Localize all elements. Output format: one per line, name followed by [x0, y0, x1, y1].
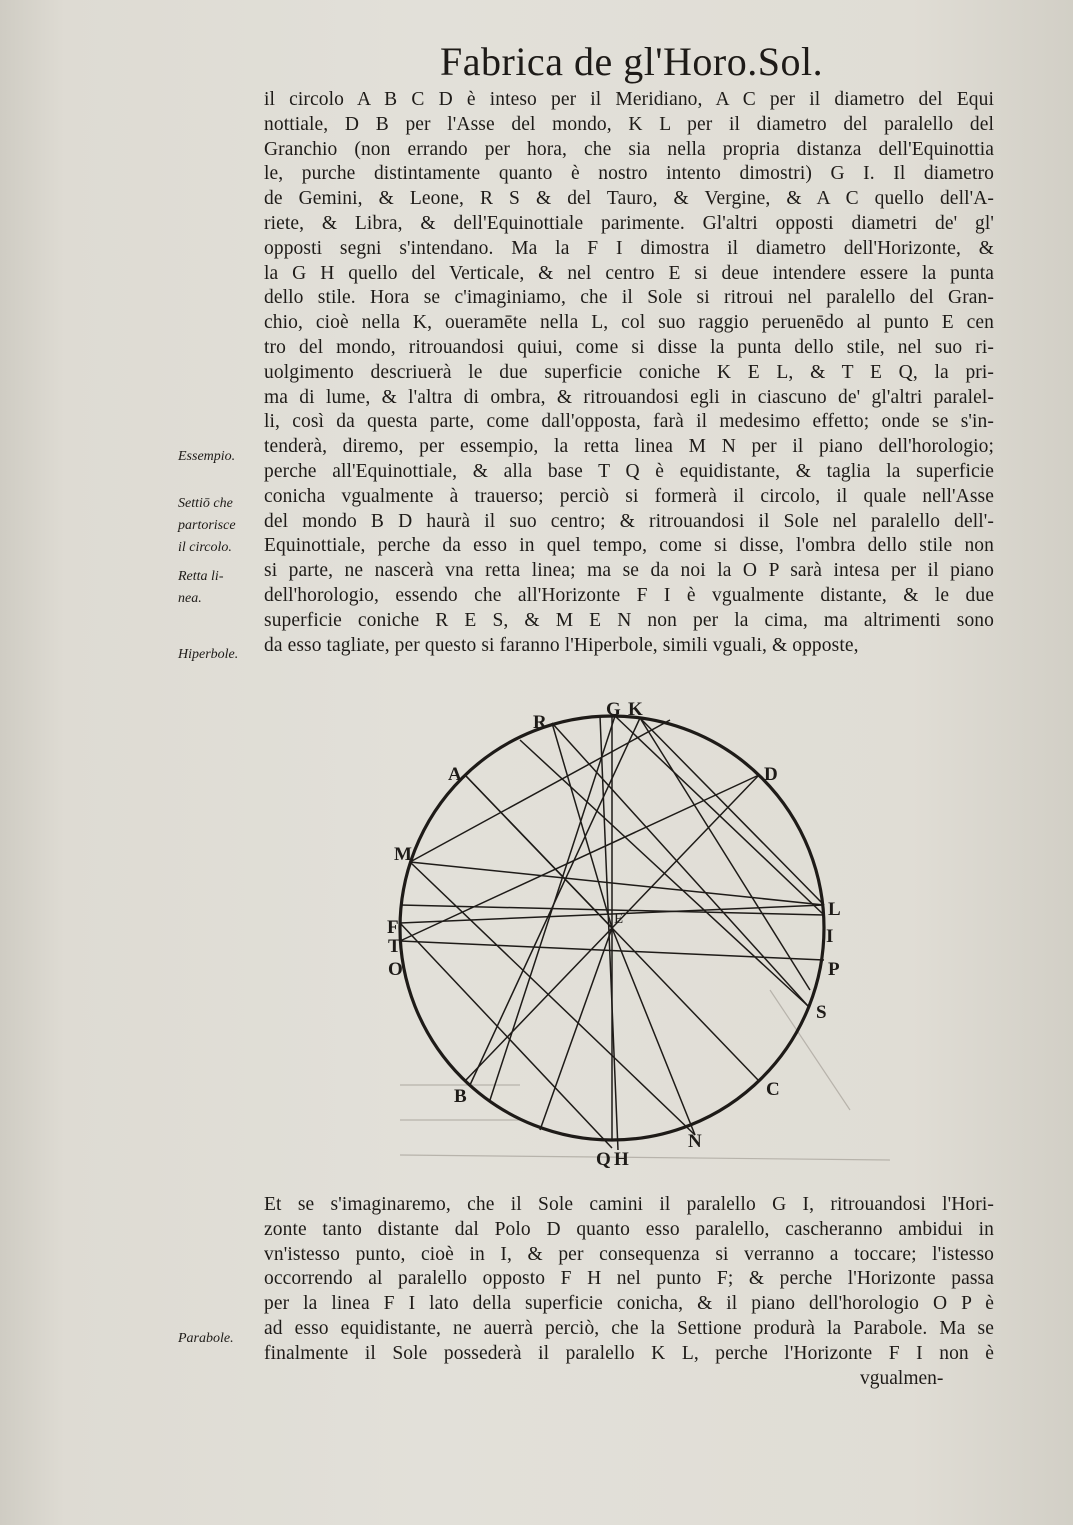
text-line: il circolo A B C D è inteso per il Meridiano, A C per il diametro del Equi: [264, 89, 994, 110]
label-A: A: [448, 764, 462, 785]
label-P: P: [828, 959, 840, 980]
label-I: I: [826, 926, 834, 947]
text-line: la G H quello del Verticale, & nel centro E si deue intendere essere la punta: [264, 262, 994, 284]
text-line: li, così da questa parte, come dall'opposta, farà il medesimo effetto; onde se s'in-: [264, 411, 994, 433]
line-E-Q: [600, 716, 618, 1150]
text-line: superficie coniche R E S, & M E N non per la cima, ma altrimenti sono: [264, 609, 994, 631]
margin-note-line: nea.: [178, 591, 202, 606]
text-line: finalmente il Sole possederà il paralello K L, perche l'Horizonte F I non è: [264, 1342, 994, 1364]
text-line: riete, & Libra, & dell'Equinottiale parimente. Gl'altri opposti diametri de' gl': [264, 212, 994, 234]
label-E: E: [614, 911, 624, 927]
margin-note-hiperbole: Hiperbole.: [178, 647, 239, 662]
text-line: del mondo B D haurà il suo centro; & ritrouandosi il Sole nel paralello dell'-: [264, 510, 994, 532]
label-H: H: [614, 1149, 629, 1170]
margin-note-settione: [178, 493, 236, 559]
label-G: G: [606, 699, 621, 720]
line-TQ: [400, 923, 612, 1148]
label-O: O: [388, 959, 403, 980]
margin-note-line: il circolo.: [178, 540, 232, 555]
catchword: vgualmen-: [860, 1368, 944, 1389]
label-T: T: [388, 936, 401, 957]
text-line: conicha vgualmente à trauerso; perciò si formerà il circolo, il quale nell'Asse: [264, 485, 994, 507]
line-KS: [640, 718, 810, 990]
margin-note-line: partorisce: [178, 518, 236, 533]
margin-note-parabole: Parabole.: [178, 1331, 234, 1346]
text-line: ma di lume, & l'altra di ombra, & ritrouandosi egli in ciascuno de' gl'altri paralel-: [264, 386, 994, 408]
text-line: vn'istesso punto, cioè in I, & per consequenza si verranno a toccare; l'istesso: [264, 1243, 994, 1265]
line-ML: [410, 862, 824, 905]
label-C: C: [766, 1079, 780, 1100]
label-Q: Q: [596, 1149, 611, 1170]
margin-note-line: Settiō che: [178, 496, 233, 511]
label-N: N: [688, 1131, 702, 1152]
line-EN: [612, 928, 695, 1135]
margin-note-retta: [178, 566, 224, 610]
text-line: occorrendo al paralello opposto F H nel punto F; & perche l'Horizonte passa: [264, 1268, 994, 1290]
diagram-svg: [370, 690, 890, 1180]
text-line: tenderà, diremo, per essempio, la retta linea M N per il piano dell'horologio;: [264, 436, 994, 458]
page-header: Fabrica de gl'Horo.Sol.: [440, 39, 824, 84]
label-L: L: [828, 899, 841, 920]
text-line: opposti segni s'intendano. Ma la F I dimostra il diametro dell'Horizonte, &: [264, 237, 994, 259]
bottom-text-block: [264, 1193, 994, 1367]
text-line: zonte tanto distante dal Polo D quanto esso paralello, cascheranno ambidui in: [264, 1218, 994, 1240]
label-K: K: [628, 699, 643, 720]
meridian-diagram: [370, 690, 890, 1180]
text-line: ad esso equidistante, ne auerrà perciò, che la Settione produrà la Parabole. Ma se: [264, 1317, 994, 1339]
text-line: da esso tagliate, per questo si faranno l'Hiperbole, simili vguali, & opposte,: [264, 634, 859, 656]
text-line: Et se s'imaginaremo, che il Sole camini il paralello G I, ritrouandosi l'Hori-: [264, 1194, 994, 1215]
text-line: nottiale, D B per l'Asse del mondo, K L per il diametro del paralello del: [264, 113, 994, 135]
label-S: S: [816, 1002, 827, 1023]
text-line: perche all'Equinottiale, & alla base T Q è equidistante, & taglia la superficie: [264, 460, 994, 482]
top-text-block: [264, 88, 994, 658]
text-line: uolgimento descriuerà le due superficie coniche K E L, & T E Q, la pri-: [264, 361, 994, 383]
text-line: chio, cioè nella K, oueramēte nella L, col suo raggio peruenēdo al punto E cen: [264, 312, 994, 334]
text-line: si parte, ne nascerà vna retta linea; ma se da noi la O P sarà intesa per il piano: [264, 560, 994, 582]
text-line: Equinottiale, perche da esso in quel tempo, come si disse, l'ombra dello stile non: [264, 535, 994, 557]
text-line: Granchio (non errando per hora, che sia nella propria distanza dell'Equinottia: [264, 138, 994, 160]
text-line: dell'horologio, essendo che all'Horizonte F I è vgualmente distante, & le due: [264, 584, 994, 606]
text-line: de Gemini, & Leone, R S & del Tauro, & Vergine, & A C quello dell'A-: [264, 188, 994, 210]
line-E-lower: [540, 928, 612, 1130]
margin-note-essempio: Essempio.: [178, 449, 236, 464]
label-R: R: [533, 712, 547, 733]
text-line: per la linea F I lato della superficie conicha, & il piano dell'horologio O P è: [264, 1293, 994, 1315]
text-line: dello stile. Hora se c'imaginiamo, che il Sole si ritroui nel paralello del Gran-: [264, 287, 994, 309]
text-line: tro del mondo, ritrouandosi quiui, come si disse la punta dello stile, nel suo ri-: [264, 336, 994, 358]
margin-note-line: Retta li-: [178, 569, 224, 584]
label-D: D: [764, 764, 778, 785]
text-line: le, purche distintamente quanto è nostro intento dimostri) G I. Il diametro: [264, 163, 994, 185]
label-F: F: [387, 917, 399, 938]
label-B: B: [454, 1086, 467, 1107]
label-M: M: [394, 844, 412, 865]
